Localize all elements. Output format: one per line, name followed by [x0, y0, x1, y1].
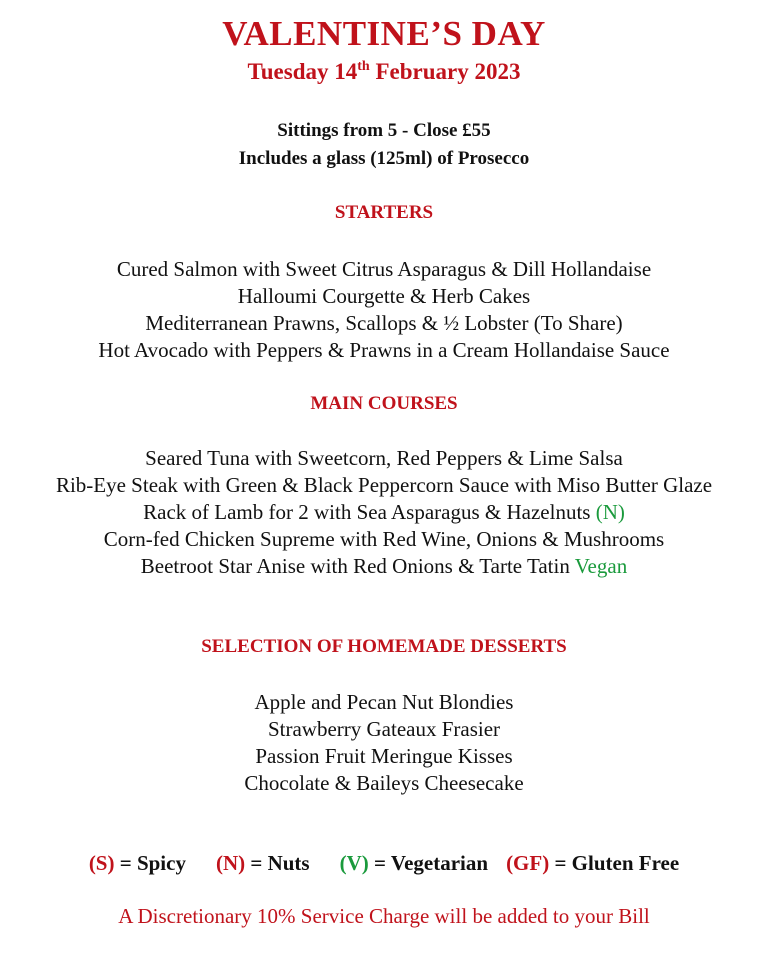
legend-veg-key: (V) [339, 851, 369, 875]
menu-title: VALENTINE’S DAY [222, 14, 546, 53]
sittings-price: Sittings from 5 - Close £55 [277, 120, 491, 141]
main-item-text: Rib-Eye Steak with Green & Black Peppercorn Sauce with Miso Butter Glaze [55, 473, 713, 497]
main-item [0, 445, 768, 472]
starters-heading: STARTERS [334, 202, 434, 223]
starter-item: Halloumi Courgette & Herb Cakes [237, 284, 531, 308]
main-item-text: Seared Tuna with Sweetcorn, Red Peppers & Lime Salsa [145, 446, 623, 470]
dessert-item: Apple and Pecan Nut Blondies [254, 690, 514, 714]
main-item [0, 499, 768, 526]
main-item-text: Rack of Lamb for 2 with Sea Asparagus & Hazelnuts [143, 500, 596, 524]
dessert-item: Chocolate & Baileys Cheesecake [244, 771, 524, 795]
desserts-list [0, 689, 768, 797]
event-date-prefix: Tuesday 14 [247, 59, 358, 84]
legend-spicy-label: = Spicy [114, 851, 186, 875]
legend-nuts-label: = Nuts [245, 851, 310, 875]
starter-item: Mediterranean Prawns, Scallops & ½ Lobster (To Share) [145, 311, 623, 335]
vegan-tag: Vegan [574, 554, 628, 578]
desserts-heading: SELECTION OF HOMEMADE DESSERTS [201, 636, 567, 657]
main-item [0, 553, 768, 580]
mains-heading: MAIN COURSES [310, 393, 458, 414]
main-item-text: Corn-fed Chicken Supreme with Red Wine, Onions & Mushrooms [103, 527, 665, 551]
main-item [0, 526, 768, 553]
prosecco-note: Includes a glass (125ml) of Prosecco [238, 148, 530, 169]
starter-item: Cured Salmon with Sweet Citrus Asparagus & Dill Hollandaise [116, 257, 652, 281]
nuts-tag: (N) [595, 500, 625, 524]
mains-list [0, 445, 768, 580]
legend-veg-label: = Vegetarian [368, 851, 489, 875]
legend-spicy-key: (S) [88, 851, 115, 875]
event-date [0, 59, 768, 85]
dessert-item: Passion Fruit Meringue Kisses [255, 744, 513, 768]
starters-list [0, 256, 768, 364]
legend-gf-key: (GF) [506, 851, 550, 875]
dietary-legend [0, 851, 768, 876]
legend-gf-label: = Gluten Free [549, 851, 680, 875]
legend-nuts-key: (N) [215, 851, 246, 875]
starter-item: Hot Avocado with Peppers & Prawns in a Cream Hollandaise Sauce [98, 338, 670, 362]
event-date-rest: February 2023 [369, 59, 521, 84]
main-item [0, 472, 768, 499]
service-charge-note: A Discretionary 10% Service Charge will be added to your Bill [118, 904, 650, 928]
main-item-text: Beetroot Star Anise with Red Onions & Tarte Tatin [140, 554, 575, 578]
dessert-item: Strawberry Gateaux Frasier [267, 717, 501, 741]
event-date-ordinal: th [357, 59, 370, 74]
